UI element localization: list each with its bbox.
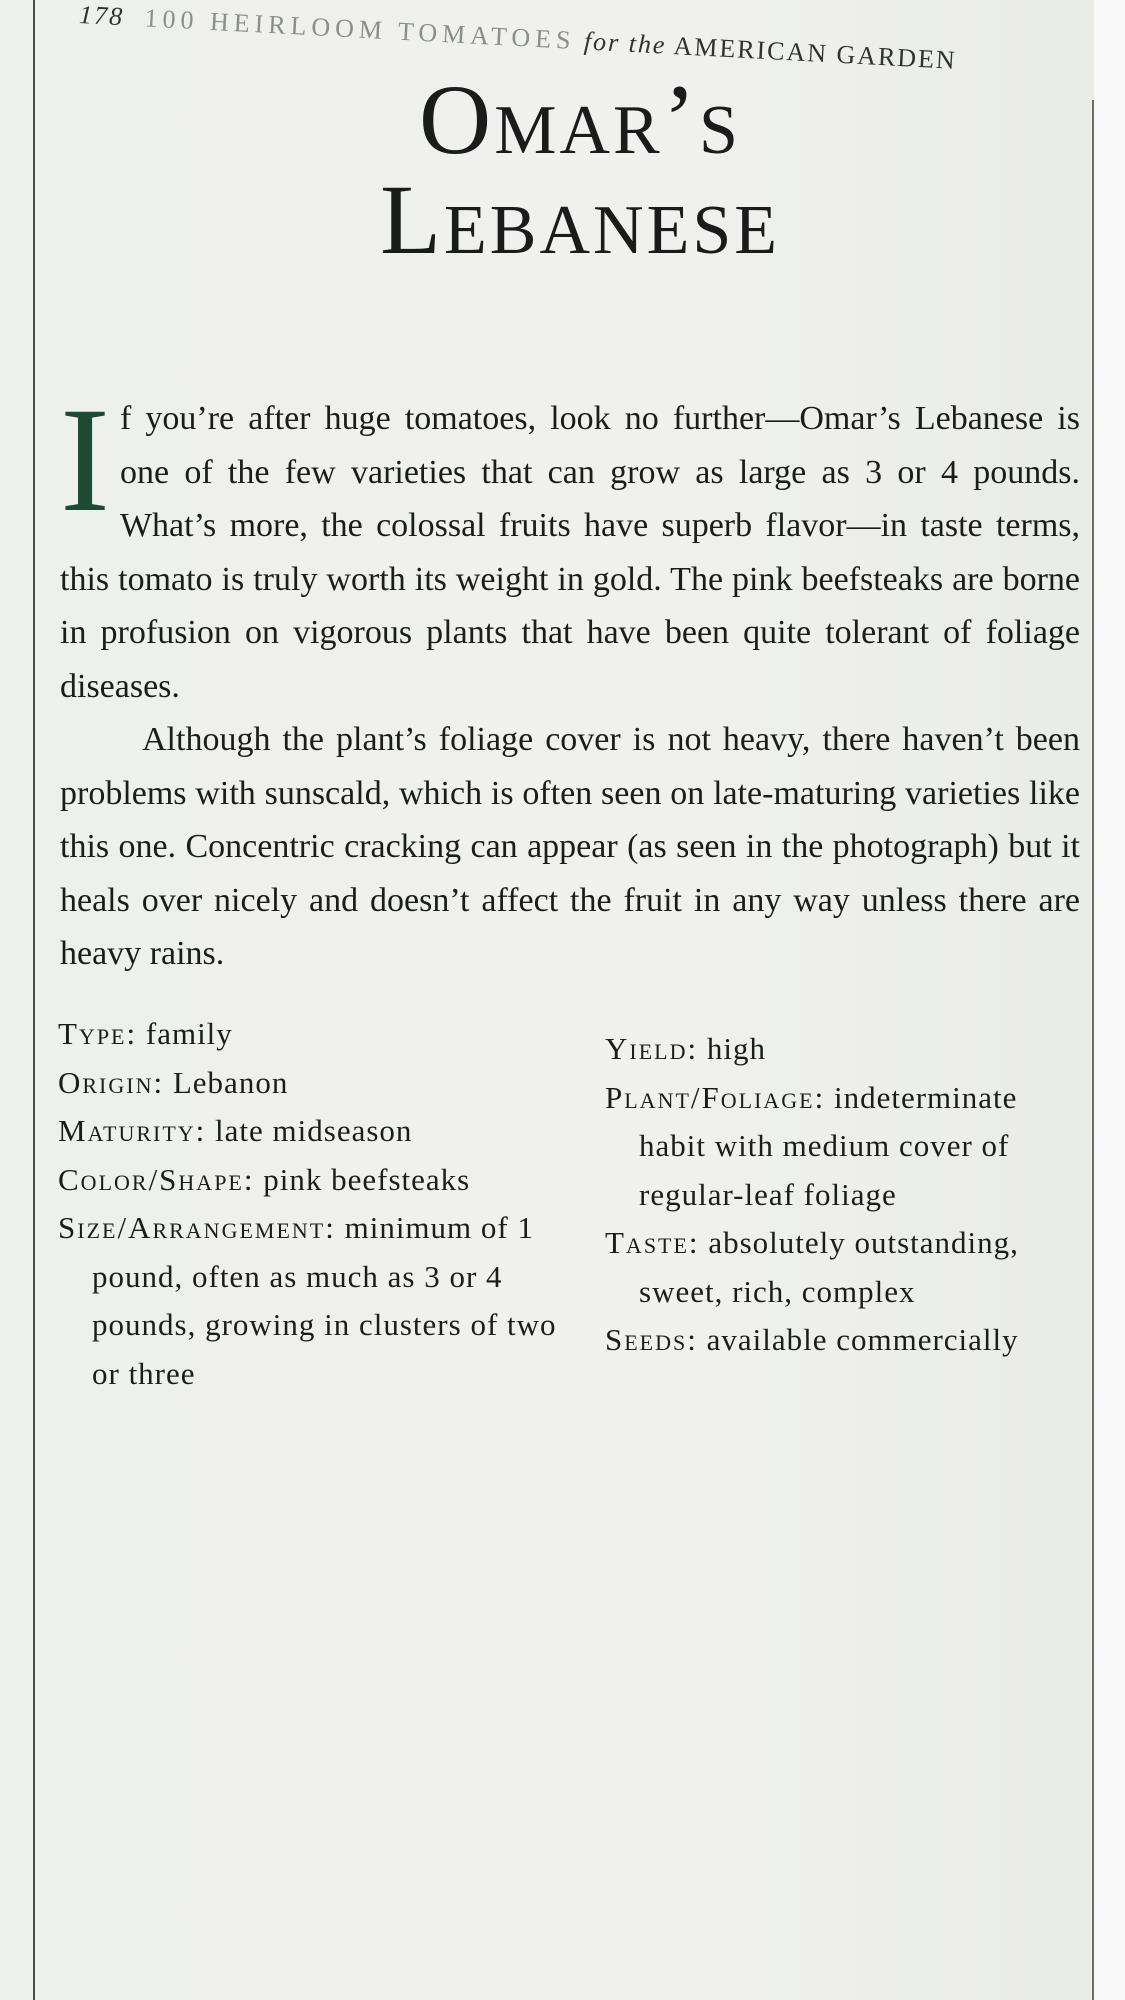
right-page-rule: [1092, 100, 1094, 2000]
spec-value: indeterminate habit with medium cover of regular-leaf foliage: [639, 1079, 1018, 1212]
spec-label: Yield:: [605, 1031, 699, 1066]
spec-value: available commercially: [706, 1322, 1019, 1357]
spec-seeds: [605, 1316, 1085, 1365]
drop-cap: I: [60, 377, 110, 543]
spec-type: [58, 1010, 578, 1059]
book-title-end: AMERICAN GARDEN: [672, 31, 958, 75]
spec-size-arrangement: [58, 1204, 578, 1398]
paragraph-1: [60, 377, 1080, 713]
description: [60, 377, 1080, 981]
spec-origin: [58, 1059, 578, 1108]
title-line-2: Lebanese: [379, 164, 781, 275]
spec-label: Color/Shape:: [58, 1161, 255, 1197]
book-title-for-the: for the: [583, 26, 668, 60]
spec-value: high: [706, 1031, 766, 1066]
spec-value: Lebanon: [172, 1064, 289, 1100]
page-title: [300, 64, 860, 275]
spec-label: Origin:: [58, 1064, 165, 1100]
page-number: 178: [78, 0, 125, 32]
book-title-start: 100 HEIRLOOM TOMATOES: [143, 3, 577, 55]
spec-label: Type:: [58, 1016, 138, 1051]
title-line-1: Omar’s: [419, 64, 741, 175]
spec-color-shape: [58, 1156, 578, 1205]
spec-label: Taste:: [605, 1225, 700, 1260]
spec-maturity: [58, 1107, 578, 1156]
spec-taste: [605, 1219, 1085, 1316]
right-margin: [1094, 0, 1125, 2000]
spec-label: Maturity:: [58, 1113, 207, 1148]
specs-left-column: [58, 1010, 578, 1398]
left-page-rule: [33, 0, 35, 2000]
spec-value: minimum of 1 pound, often as much as 3 or 4 pounds, growing in clusters of two or three: [92, 1210, 557, 1391]
paragraph-2: Although the plant’s foliage cover is not heavy, there haven’t been problems with sunscald, which is often seen on late-maturing varieties like this one. Concentric cracking can appear (as seen in the photograph) but it heals over nicely and doesn’t affect the fruit in any way unless there are heavy rains.: [60, 721, 1080, 972]
spec-yield: [605, 1025, 1085, 1074]
specs-right-column: [605, 1025, 1085, 1365]
spec-label: Size/Arrangement:: [58, 1210, 336, 1245]
spec-value: absolutely outstanding, sweet, rich, complex: [639, 1225, 1019, 1309]
spec-label: Seeds:: [605, 1322, 698, 1357]
spec-value: pink beefsteaks: [263, 1161, 471, 1197]
spec-label: Plant/Foliage:: [605, 1079, 826, 1115]
spec-plant-foliage: [605, 1074, 1085, 1220]
paragraph-1-text: f you’re after huge tomatoes, look no further—Omar’s Lebanese is one of the few varieties that can grow as large as 3 or 4 pounds. What’s more, the colossal fruits have superb flavor—in taste terms, this tomato is truly worth its weight in gold. The pink beefsteaks are borne in profusion on vigorous plants that have been quite tolerant of foliage diseases.: [60, 400, 1080, 705]
spec-value: late midseason: [215, 1113, 413, 1148]
spec-value: family: [145, 1016, 233, 1051]
